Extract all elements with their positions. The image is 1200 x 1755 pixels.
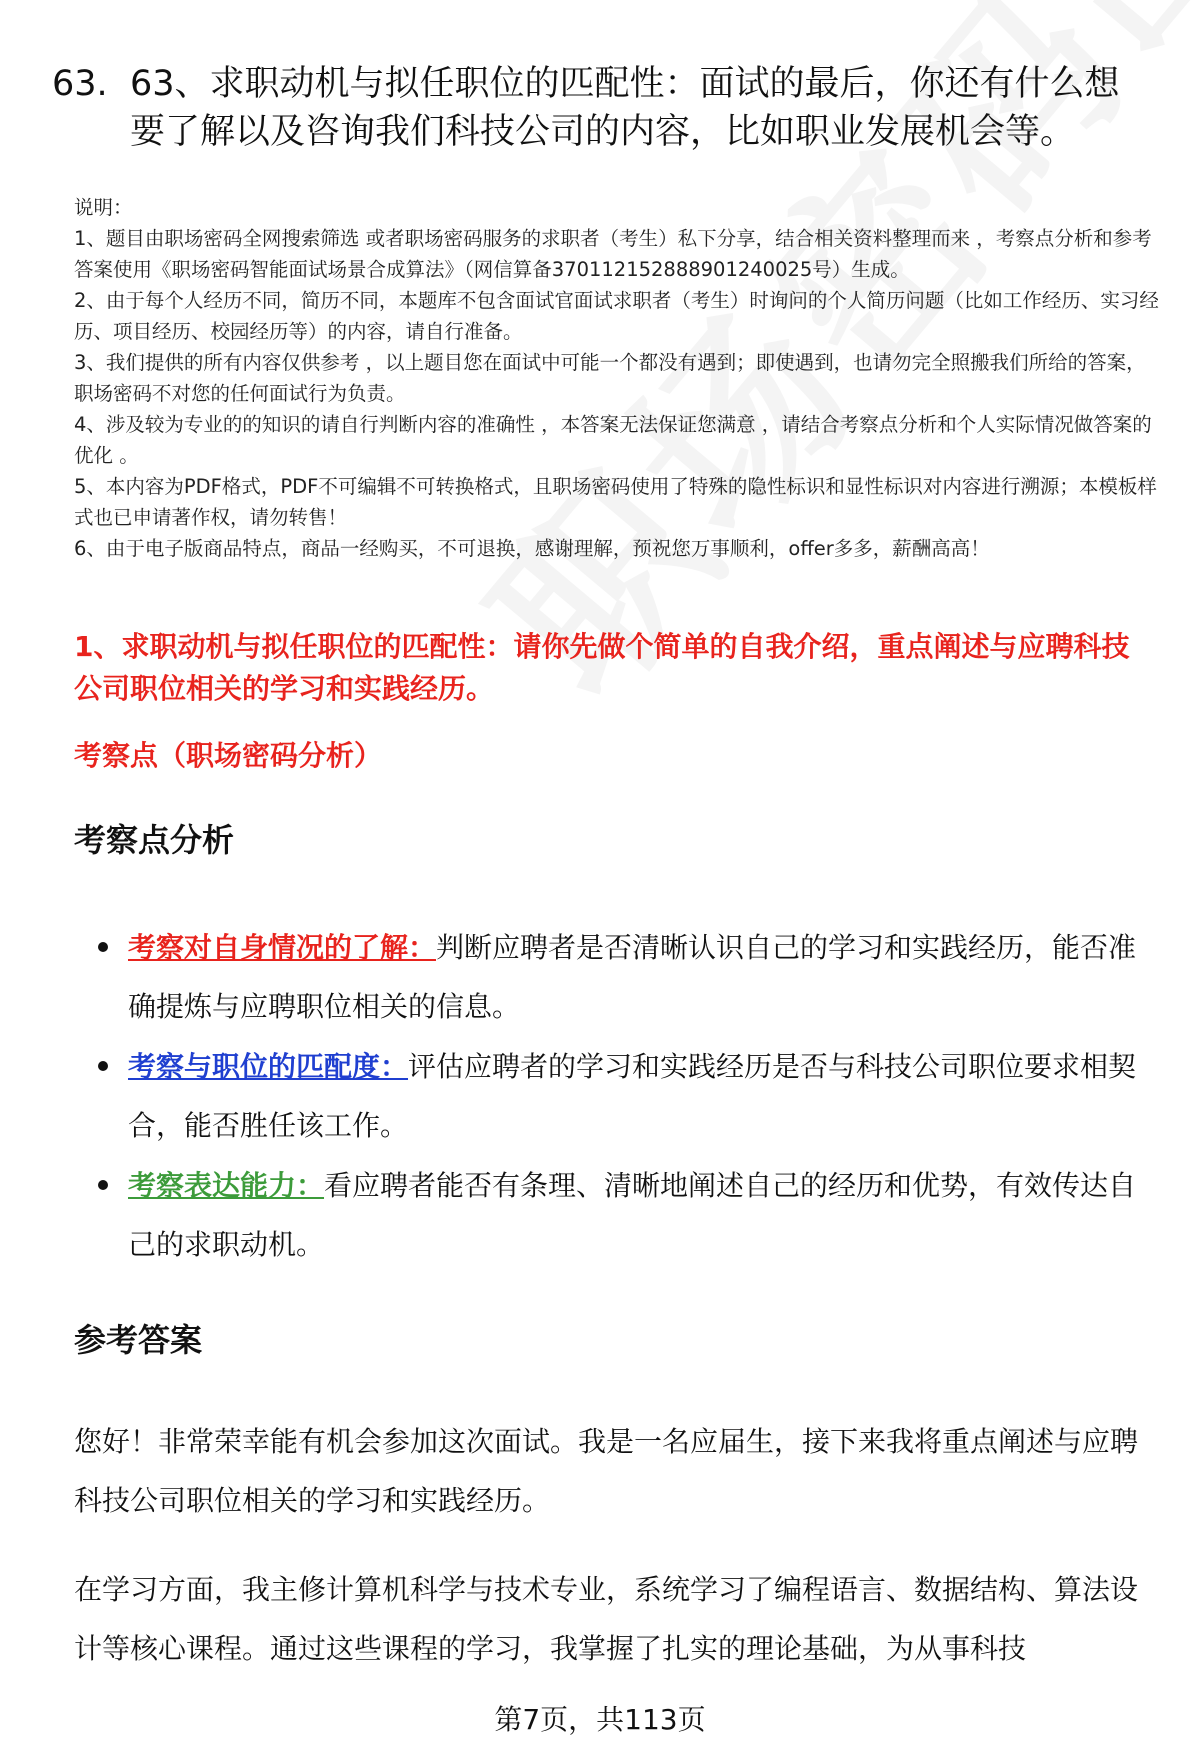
bullet-icon	[98, 942, 108, 952]
bullet-text: 评估应聘者的学习和实践经历是否与科技公司职位要求相契合，能否胜任该工作。	[128, 1050, 1137, 1142]
answer-paragraph: 在学习方面，我主修计算机科学与技术专业，系统学习了编程语言、数据结构、算法设计等核心课程。通过这些课程的学习，我掌握了扎实的理论基础，为从事科技	[74, 1573, 1139, 1665]
note-item: 1、题目由职场密码全网搜索筛选 或者职场密码服务的求职者（考生）私下分享，结合相关资料整理而来 ，考察点分析和参考答案使用《职场密码智能面试场景合成算法》（网信算备370112152888901240025号）生成。	[74, 227, 1152, 281]
bullet-icon	[98, 1061, 108, 1071]
notes-heading: 说明：	[74, 196, 133, 219]
bullet-icon	[98, 1180, 108, 1190]
answer-heading: 参考答案	[74, 1321, 203, 1359]
analysis-list	[74, 918, 1154, 1275]
question-text: 63、求职动机与拟任职位的匹配性：面试的最后，你还有什么想要了解以及咨询我们科技公司的内容，比如职业发展机会等。	[130, 64, 1120, 152]
bullet-text: 判断应聘者是否清晰认识自己的学习和实践经历，能否准确提炼与应聘职位相关的信息。	[128, 931, 1137, 1023]
question-number: 63.	[52, 64, 108, 104]
list-item	[74, 1037, 1154, 1155]
bullet-keyword: 考察表达能力：	[128, 1169, 325, 1202]
note-item: 3、我们提供的所有内容仅供参考 ，以上题目您在面试中可能一个都没有遇到；即使遇到，也请勿完全照搬我们所给的答案，职场密码不对您的任何面试行为负责。	[74, 351, 1146, 405]
bullet-keyword: 考察与职位的匹配度：	[128, 1050, 409, 1083]
bullet-text: 看应聘者能否有条理、清晰地阐述自己的经历和优势，有效传达自己的求职动机。	[128, 1169, 1137, 1261]
list-item	[74, 918, 1154, 1036]
bullet-keyword: 考察对自身情况的了解：	[128, 931, 437, 964]
analysis-heading: 考察点分析	[74, 821, 235, 859]
answer-paragraph: 您好！非常荣幸能有机会参加这次面试。我是一名应届生，接下来我将重点阐述与应聘科技公司职位相关的学习和实践经历。	[74, 1425, 1139, 1517]
note-item: 5、本内容为PDF格式，PDF不可编辑不可转换格式，且职场密码使用了特殊的隐性标识和显性标识对内容进行溯源；本模板样式也已申请著作权，请勿转售！	[74, 475, 1157, 529]
page-footer: 第7页，共113页	[494, 1703, 706, 1736]
question-title	[52, 60, 1152, 156]
sub-question-heading: 1、求职动机与拟任职位的匹配性：请你先做个简单的自我介绍，重点阐述与应聘科技公司职位相关的学习和实践经历。	[74, 630, 1130, 705]
list-item	[74, 1156, 1154, 1274]
focus-label: 考察点（职场密码分析）	[74, 739, 383, 772]
note-item: 4、涉及较为专业的的知识的请自行判断内容的准确性 ，本答案无法保证您满意 ，请结合考察点分析和个人实际情况做答案的优化 。	[74, 413, 1152, 467]
disclaimer-notes	[74, 192, 1164, 564]
note-item: 2、由于每个人经历不同，简历不同，本题库不包含面试官面试求职者（考生）时询问的个人简历问题（比如工作经历、实习经历、项目经历、校园经历等）的内容，请自行准备。	[74, 289, 1159, 343]
note-item: 6、由于电子版商品特点，商品一经购买，不可退换，感谢理解，预祝您万事顺利，offer多多，薪酬高高！	[74, 537, 990, 560]
